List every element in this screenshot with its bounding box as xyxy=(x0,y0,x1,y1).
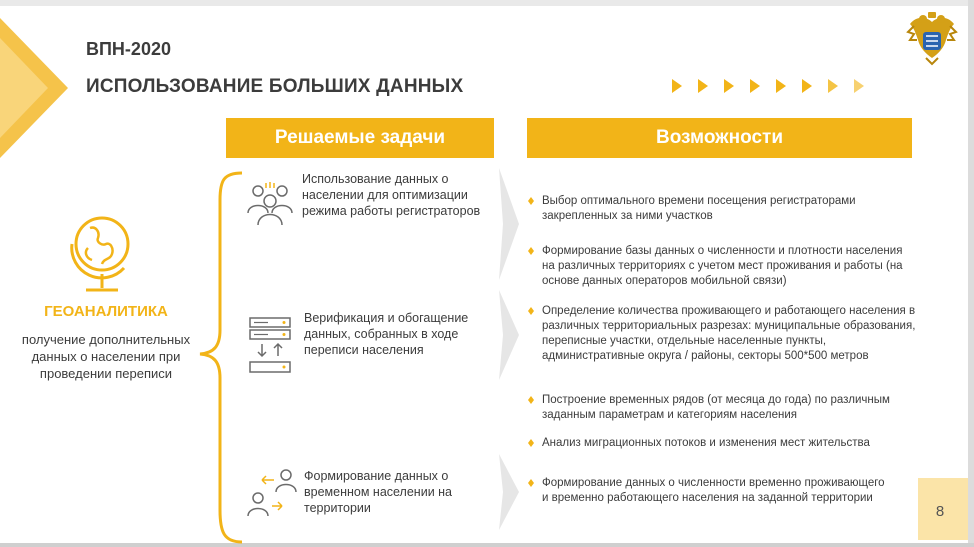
frame-bottom-edge xyxy=(0,543,974,547)
frame-top-edge xyxy=(0,0,974,6)
chevron-arrow-3 xyxy=(499,454,523,530)
capability-item-3 xyxy=(528,304,918,364)
capabilities-header: Возможности xyxy=(527,118,912,158)
capability-item-6 xyxy=(528,476,888,506)
tasks-header: Решаемые задачи xyxy=(226,118,494,158)
diamond-bullet-icon xyxy=(528,197,534,205)
chevron-arrow-1 xyxy=(499,168,523,280)
slide-code: ВПН-2020 xyxy=(86,39,171,59)
curly-brace-decoration xyxy=(196,170,246,545)
diamond-bullet-icon xyxy=(528,396,534,404)
capability-text-2: Формирование базы данных о численности и плотности населения на различных территориях с учетом мест проживания и работы (на основе данных операторов мобильной связи) xyxy=(542,245,903,287)
people-group-icon xyxy=(244,181,296,227)
slide-title: ИСПОЛЬЗОВАНИЕ БОЛЬШИХ ДАННЫХ xyxy=(86,76,464,97)
globe-icon xyxy=(62,208,142,300)
capability-item-5 xyxy=(528,436,928,451)
capability-text-6: Формирование данных о численности временно проживающего и временно работающего населения на заданной территории xyxy=(542,477,885,504)
frame-right-edge xyxy=(968,0,974,547)
title-arrows-decoration xyxy=(670,77,870,95)
server-sync-icon xyxy=(248,316,292,376)
corner-triangle-decoration xyxy=(0,18,70,158)
task-text-2: Верификация и обогащение данных, собранных в ходе переписи населения xyxy=(304,311,469,357)
people-network-icon xyxy=(246,466,298,518)
diamond-bullet-icon xyxy=(528,247,534,255)
diamond-bullet-icon xyxy=(528,307,534,315)
task-text-1: Использование данных о населении для оптимизации режима работы регистраторов xyxy=(302,172,481,218)
emblem-logo xyxy=(906,10,958,66)
geoanalytics-description: получение дополнительных данных о населении при проведении переписи xyxy=(21,332,191,381)
capability-text-3: Определение количества проживающего и работающего населения в различных территориальных разрезах: муниципальные образования, переписные участки, отдельные населенные пункты, административные округа / районы, секторы 500*500 метров xyxy=(542,305,916,362)
capability-item-1 xyxy=(528,194,913,224)
page-number-box xyxy=(918,478,968,540)
diamond-bullet-icon xyxy=(528,439,534,447)
page-number: 8 xyxy=(935,503,945,520)
capability-text-4: Построение временных рядов (от месяца до года) по различным заданным параметрам и категориям населения xyxy=(542,394,890,421)
diamond-bullet-icon xyxy=(528,479,534,487)
capability-item-4 xyxy=(528,393,928,423)
capability-text-1: Выбор оптимального времени посещения регистраторами закрепленных за ними участков xyxy=(542,195,856,222)
capability-item-2 xyxy=(528,244,913,289)
task-text-3: Формирование данных о временном населении на территории xyxy=(304,469,452,515)
capability-text-5: Анализ миграционных потоков и изменения мест жительства xyxy=(542,437,870,449)
chevron-arrow-2 xyxy=(499,290,523,380)
geoanalytics-title: ГЕОАНАЛИТИКА xyxy=(44,303,168,320)
